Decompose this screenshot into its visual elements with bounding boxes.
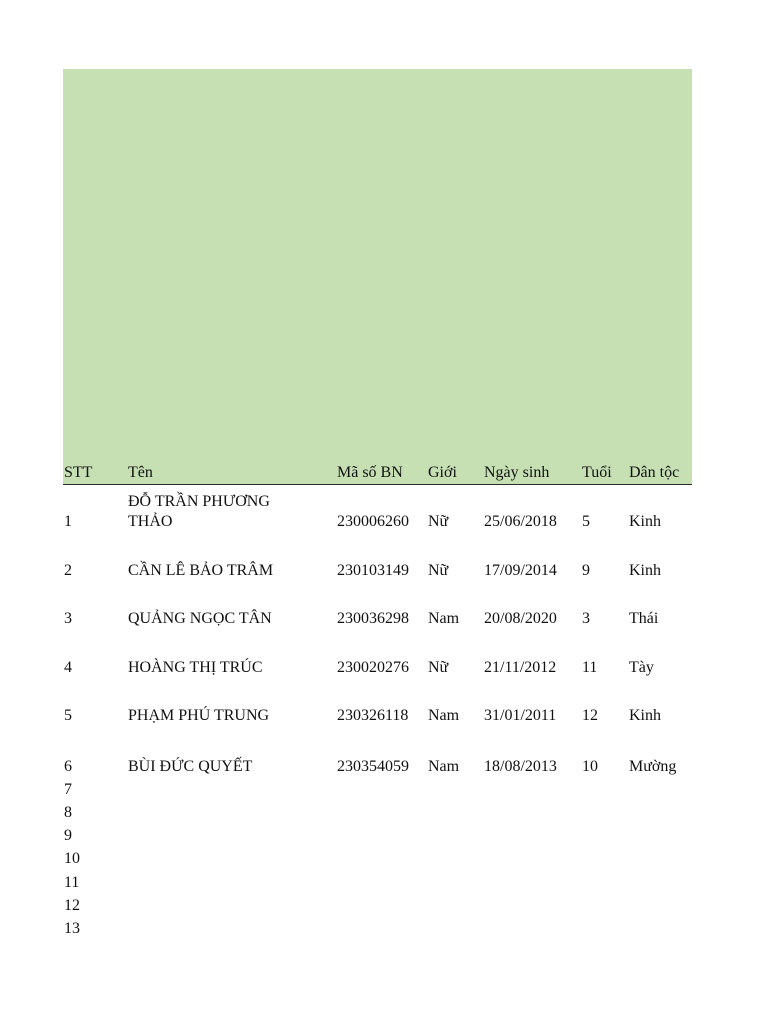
row-stt: 10 — [64, 850, 80, 867]
column-header-dan-toc: Dân tộc — [629, 464, 680, 481]
row-age: 11 — [582, 659, 598, 676]
header-bottom-border — [63, 484, 692, 485]
row-birthdate: 25/06/2018 — [484, 513, 557, 530]
column-header-gioi: Giới — [428, 464, 457, 481]
row-patient-id: 230006260 — [337, 513, 409, 530]
row-birthdate: 17/09/2014 — [484, 562, 557, 579]
row-stt: 11 — [64, 874, 80, 891]
row-name: HOÀNG THỊ TRÚC — [128, 659, 263, 676]
row-ethnicity: Tày — [629, 659, 654, 676]
row-birthdate: 20/08/2020 — [484, 610, 557, 627]
row-ethnicity: Kinh — [629, 513, 661, 530]
row-name: ĐỖ TRẦN PHƯƠNG THẢO — [128, 493, 270, 530]
row-stt: 4 — [64, 659, 72, 676]
row-age: 12 — [582, 707, 598, 724]
row-patient-id: 230326118 — [337, 707, 409, 724]
column-header-ngay-sinh: Ngày sinh — [484, 464, 550, 481]
row-stt: 13 — [64, 920, 80, 937]
column-header-ten: Tên — [128, 464, 153, 481]
row-patient-id: 230020276 — [337, 659, 409, 676]
row-patient-id: 230354059 — [337, 758, 409, 775]
row-stt: 3 — [64, 610, 72, 627]
row-gender: Nam — [428, 610, 460, 627]
row-stt: 8 — [64, 804, 72, 821]
row-age: 10 — [582, 758, 598, 775]
row-name: PHẠM PHÚ TRUNG — [128, 707, 270, 724]
row-stt: 7 — [64, 781, 72, 798]
row-name: CẦN LÊ BẢO TRÂM — [128, 562, 274, 579]
column-header-stt: STT — [64, 464, 93, 481]
row-gender: Nữ — [428, 659, 449, 676]
row-birthdate: 18/08/2013 — [484, 758, 557, 775]
row-gender: Nữ — [428, 562, 449, 579]
row-age: 3 — [582, 610, 590, 627]
header-band — [63, 69, 692, 485]
row-ethnicity: Kinh — [629, 562, 661, 579]
row-stt: 5 — [64, 707, 72, 724]
row-gender: Nữ — [428, 513, 449, 530]
row-birthdate: 21/11/2012 — [484, 659, 557, 676]
row-stt: 6 — [64, 758, 72, 775]
row-patient-id: 230036298 — [337, 610, 409, 627]
row-gender: Nam — [428, 758, 460, 775]
row-stt: 12 — [64, 897, 80, 914]
row-name: BÙI ĐỨC QUYẾT — [128, 758, 253, 775]
row-birthdate: 31/01/2011 — [484, 707, 557, 724]
row-age: 9 — [582, 562, 590, 579]
row-stt: 2 — [64, 562, 72, 579]
row-ethnicity: Thái — [629, 610, 659, 627]
row-stt: 1 — [64, 513, 72, 530]
row-stt: 9 — [64, 827, 72, 844]
row-ethnicity: Mường — [629, 758, 677, 775]
column-header-tuoi: Tuổi — [582, 464, 612, 481]
column-header-ma-so-bn: Mã số BN — [337, 464, 403, 481]
row-ethnicity: Kinh — [629, 707, 661, 724]
row-patient-id: 230103149 — [337, 562, 409, 579]
row-gender: Nam — [428, 707, 460, 724]
row-name: QUẢNG NGỌC TÂN — [128, 610, 272, 627]
row-age: 5 — [582, 513, 590, 530]
